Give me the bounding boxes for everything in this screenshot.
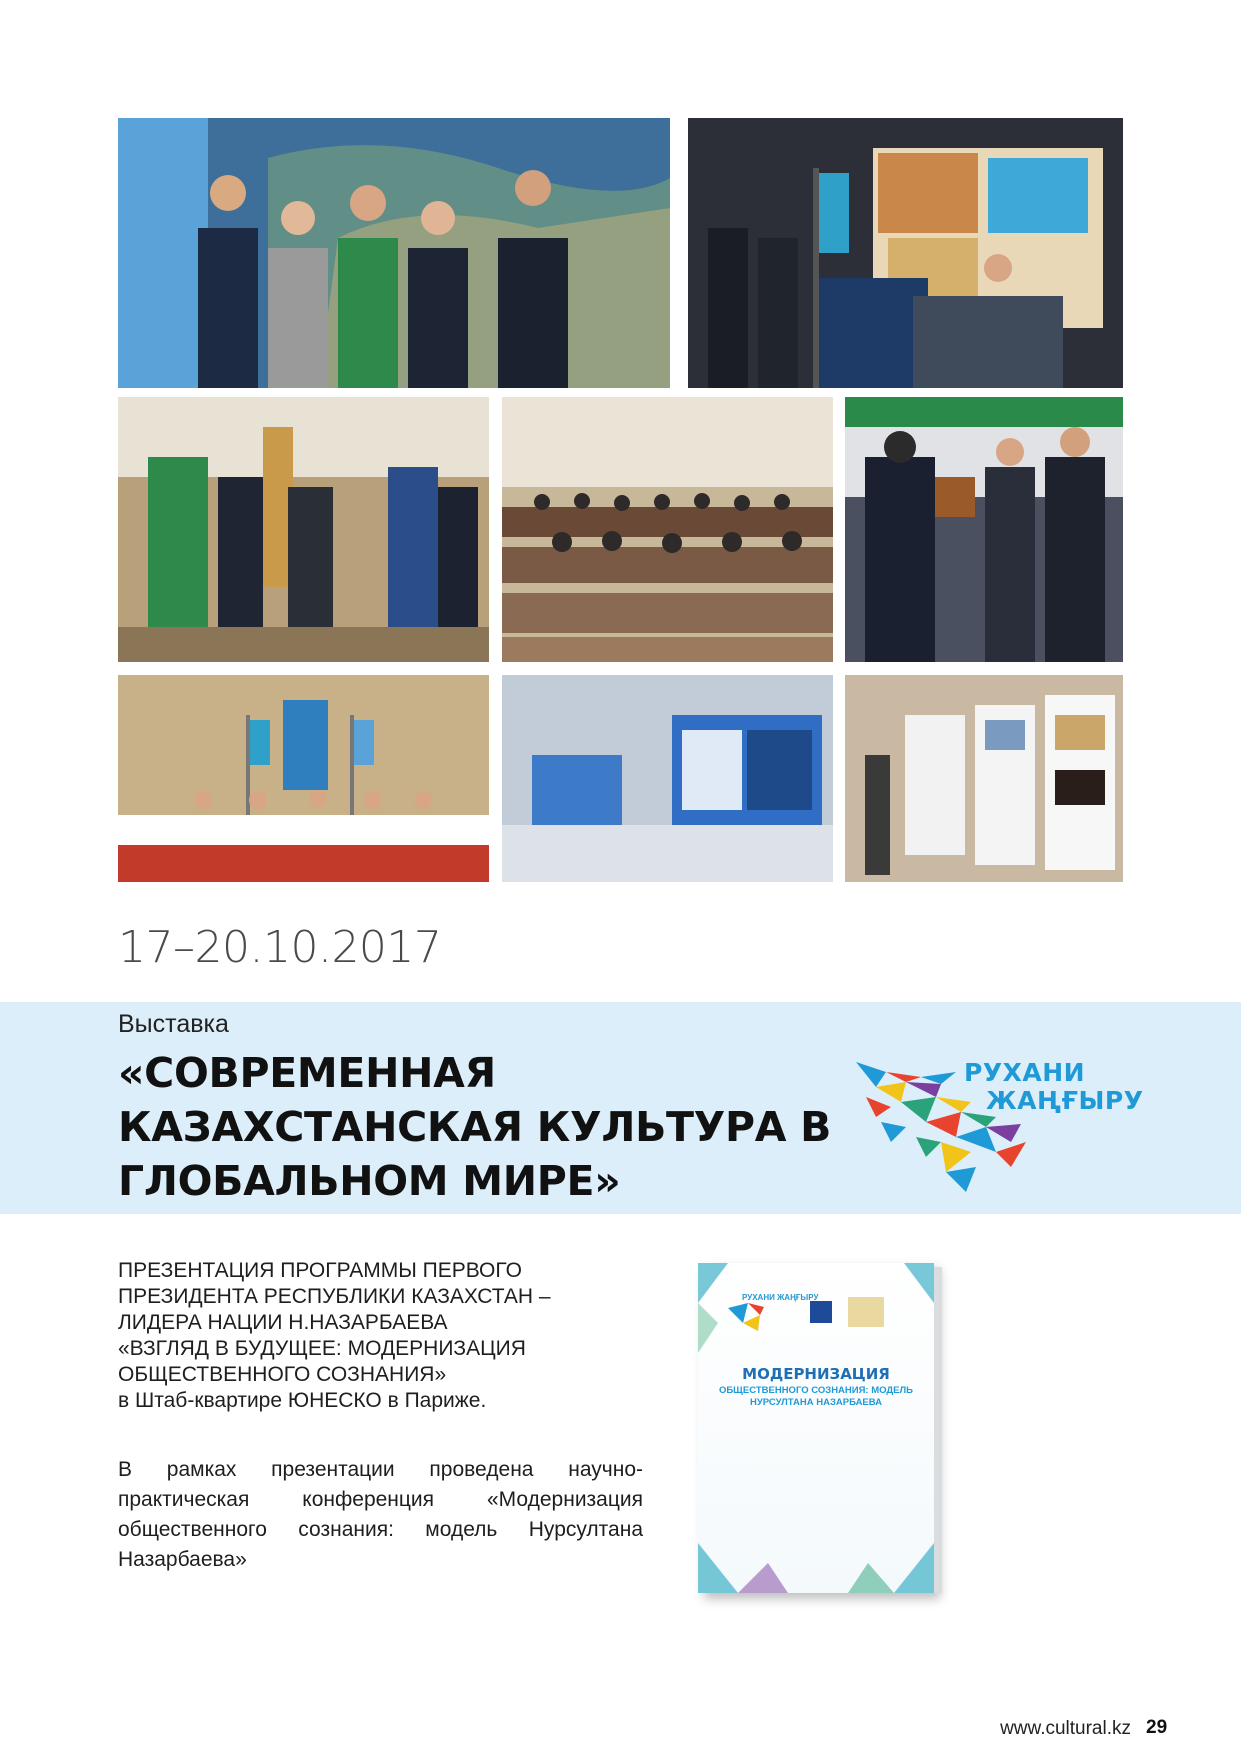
book-subtitle: ОБЩЕСТВЕННОГО СОЗНАНИЯ: МОДЕЛЬ НУРСУЛТАНА НАЗАРБАЕВА [718,1385,914,1408]
photo-unesco-podium [688,118,1123,388]
book-brand: РУХАНИ ЖАҢҒЫРУ [742,1293,819,1302]
photo-violinist [845,397,1123,662]
book-spine [934,1267,942,1593]
lead-line: ПРЕЗЕНТАЦИЯ ПРОГРАММЫ ПЕРВОГО [118,1259,522,1282]
lead-line: «ВЗГЛЯД В БУДУЩЕЕ: МОДЕРНИЗАЦИЯ [118,1337,526,1360]
photo-exhibition-corridor [845,675,1123,882]
exhibition-title: «СОВРЕМЕННАЯ КАЗАХСТАНСКАЯ КУЛЬТУРА В ГЛОБАЛЬНОМ МИРЕ» [118,1049,832,1205]
photo-display-panels [502,675,833,882]
photo-hall-exhibit [118,397,489,662]
photo-delegation-at-map [118,118,670,388]
footer-website: www.cultural.kz [1000,1718,1131,1739]
event-date: 17–20.10.2017 [118,922,442,973]
body-paragraph: В рамках презентации проведена научно-практическая конференция «Модернизация общественного сознания: модель Нурсултана Назарбаева» [118,1458,643,1571]
lead-line: ПРЕЗИДЕНТА РЕСПУБЛИКИ КАЗАХСТАН – [118,1285,551,1308]
photo-conference-hall [502,397,833,662]
book-title: МОДЕРНИЗАЦИЯ [742,1365,890,1383]
page-number: 29 [1146,1717,1168,1738]
logo-text-line1: РУХАНИ [964,1058,1086,1087]
lead-location: в Штаб-квартире ЮНЕСКО в Париже. [118,1389,487,1412]
book-front [698,1263,934,1593]
book-cover [698,1263,942,1599]
lead-line: ОБЩЕСТВЕННОГО СОЗНАНИЯ» [118,1363,447,1386]
rukhani-zhangyru-logo [846,1042,1146,1202]
lead-line: ЛИДЕРА НАЦИИ Н.НАЗАРБАЕВА [118,1311,448,1334]
photo-presidium [118,675,489,882]
logo-text-line2: ЖАҢҒЫРУ [986,1086,1144,1115]
book-ornament-icon [698,1263,934,1593]
kicker-label: Выставка [118,1010,229,1038]
lead-text [118,1258,658,1414]
